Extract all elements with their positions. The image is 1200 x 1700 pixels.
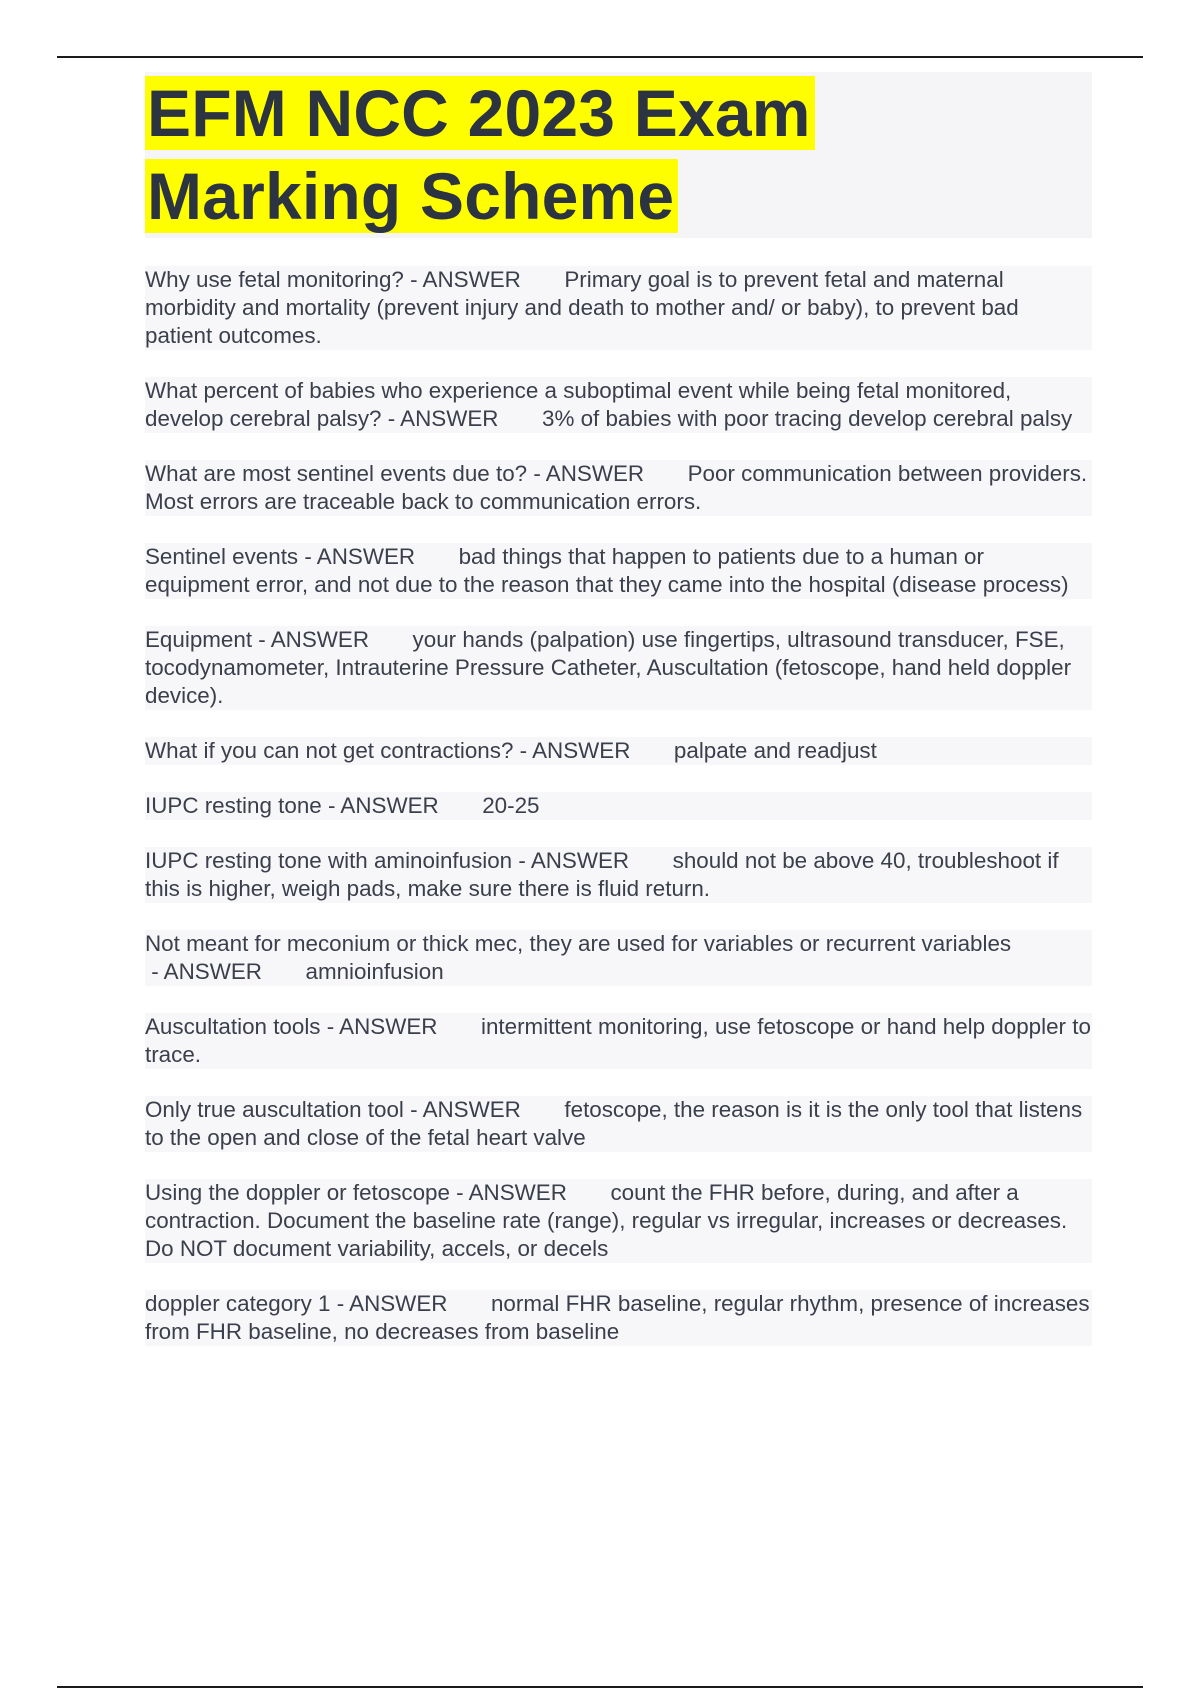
qa-item [145,1290,1092,1346]
qa-item [145,266,1092,350]
question-text: What percent of babies who experience a suboptimal event while being fetal monitored, develop cerebral palsy? [145,378,1012,431]
qa-item [145,377,1092,433]
answer-separator: - [381,406,401,431]
answer-text: intermittent monitoring, use fetoscope or hand help doppler to trace. [145,1014,1091,1067]
answer-text: 3% of babies with poor tracing develop cerebral palsy [542,406,1073,431]
bottom-rule [57,1686,1143,1688]
answer-separator: - [330,1291,350,1316]
page-title [145,72,1092,238]
qa-item [145,847,1092,903]
answer-text: your hands (palpation) use fingertips, ultrasound transducer, FSE, tocodynamometer, Intrauterine Pressure Catheter, Auscultation (fetoscope, hand held doppler device). [145,627,1072,708]
answer-text: Primary goal is to prevent fetal and maternal morbidity and mortality (prevent injury and death to mother and/ or baby), to prevent bad patient outcomes. [145,267,1019,348]
answer-separator: - [321,793,341,818]
answer-separator: - [252,627,271,652]
qa-item [145,543,1092,599]
answer-label: ANSWER [530,848,630,873]
qa-list [145,266,1092,1346]
answer-label: ANSWER [340,793,439,818]
answer-separator: - [403,1097,423,1122]
title-line-1: EFM NCC 2023 Exam [145,76,815,150]
answer-text: count the FHR before, during, and after a contraction. Document the baseline rate (range), regular vs irregular, increases or decreases. Do NOT document variability, accels, or decels [145,1180,1068,1261]
answer-text: fetoscope, the reason is it is the only tool that listens to the open and close of the fetal heart valve [145,1097,1083,1150]
qa-item [145,737,1092,765]
answer-text: amnioinfusion [305,959,444,984]
qa-item [145,1013,1092,1069]
qa-item [145,930,1092,986]
answer-text: should not be above 40, troubleshoot if this is higher, weigh pads, make sure there is fluid return. [145,848,1059,901]
question-text: Not meant for meconium or thick mec, they are used for variables or recurrent variables [145,931,1012,956]
answer-label: ANSWER [468,1180,567,1205]
answer-separator: - [298,544,317,569]
answer-text: 20-25 [482,793,540,818]
answer-label: ANSWER [422,267,521,292]
answer-label: ANSWER [532,738,631,763]
question-text: Sentinel events [145,544,299,569]
answer-text: normal FHR baseline, regular rhythm, presence of increases from FHR baseline, no decreases from baseline [145,1291,1090,1344]
question-text: IUPC resting tone with aminoinfusion [145,848,513,873]
answer-label: ANSWER [422,1097,521,1122]
qa-item [145,1179,1092,1263]
question-text: Why use fetal monitoring? [145,267,404,292]
answer-label: ANSWER [270,627,369,652]
document-page [145,72,1092,1373]
answer-text: Poor communication between providers. Most errors are traceable back to communication errors. [145,461,1088,514]
question-text: What if you can not get contractions? [145,738,514,763]
answer-label: ANSWER [349,1291,448,1316]
qa-item [145,1096,1092,1152]
answer-label: ANSWER [163,959,262,984]
answer-separator: - [403,267,423,292]
question-text: Equipment [145,627,253,652]
answer-label: ANSWER [545,461,645,486]
question-text: Using the doppler or fetoscope [145,1180,450,1205]
question-text: IUPC resting tone [145,793,322,818]
answer-separator: - [512,848,531,873]
question-text: Only true auscultation tool [145,1097,404,1122]
question-text: doppler category 1 [145,1291,331,1316]
answer-separator: - [145,959,164,984]
question-text: What are most sentinel events due to? [145,461,528,486]
qa-item [145,626,1092,710]
title-line-2: Marking Scheme [145,159,678,233]
answer-separator: - [320,1014,340,1039]
qa-item [145,792,1092,820]
qa-item [145,460,1092,516]
answer-separator: - [513,738,533,763]
answer-separator: - [449,1180,469,1205]
question-text: Auscultation tools [145,1014,321,1039]
top-rule [57,56,1143,58]
title-block [145,72,1092,238]
answer-separator: - [527,461,546,486]
answer-label: ANSWER [339,1014,438,1039]
answer-label: ANSWER [316,544,416,569]
answer-text: palpate and readjust [673,738,877,763]
answer-text: bad things that happen to patients due to a human or equipment error, and not due to the reason that they came into the hospital (disease process) [145,544,1069,597]
answer-label: ANSWER [400,406,499,431]
